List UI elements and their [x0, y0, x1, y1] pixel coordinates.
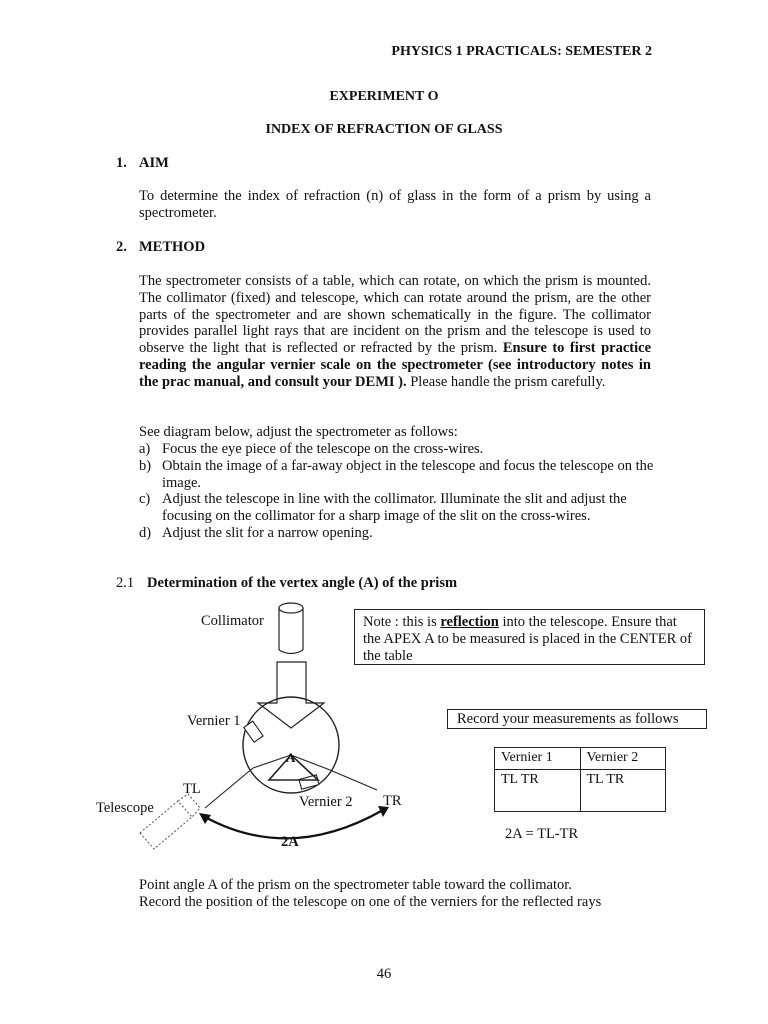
table-header-cell: Vernier 2	[580, 748, 666, 770]
collimator-label: Collimator	[201, 613, 264, 629]
experiment-title: INDEX OF REFRACTION OF GLASS	[265, 122, 503, 137]
method-intro: See diagram below, adjust the spectrometer as follows:	[139, 424, 458, 440]
list-item	[139, 441, 659, 458]
collimator-shape	[279, 603, 303, 654]
method-paragraph-bold: Ensure to first practice reading the angular vernier scale on the spectrometer (see introductory notes in the prac manual, and consult your DEMI ).	[139, 340, 651, 390]
closing-line: Record the position of the telescope on one of the verniers for the reflected rays	[139, 894, 602, 910]
table-cell: TL TR	[495, 770, 581, 812]
aim-number: 1.	[116, 155, 127, 171]
note-bold: reflection	[440, 614, 499, 630]
method-paragraph	[139, 273, 651, 391]
method-number: 2.	[116, 239, 127, 255]
method-paragraph-tail: Please handle the prism carefully.	[410, 373, 606, 390]
page-number: 46	[376, 966, 392, 982]
experiment-label: EXPERIMENT O	[329, 89, 439, 104]
apex-label: A	[286, 750, 296, 765]
method-paragraph-text: The spectrometer consists of a table, which can rotate, on which the prism is mounted. The collimator (fixed) and telescope, which can rotate around the prism, are the other parts of the spectrometer and are shown schematically in the figure. The collimator provides parallel light rays that are incident on the prism and the telescope is used to observe the light that is reflected or refracted by the prism.	[139, 273, 651, 357]
list-item	[139, 525, 659, 542]
section-heading: Determination of the vertex angle (A) of the prism	[147, 575, 458, 591]
list-item-label: b)	[139, 458, 152, 474]
section-number: 2.1	[116, 575, 135, 591]
vernier1-label: Vernier 1	[187, 713, 241, 729]
record-label: Record your measurements as follows	[447, 709, 707, 729]
list-item-text: Obtain the image of a far-away object in the telescope and focus the telescope on the image.	[162, 458, 654, 491]
table-cell: TL TR	[580, 770, 666, 812]
method-heading: METHOD	[139, 239, 206, 255]
list-item-text: Adjust the telescope in line with the collimator. Illuminate the slit and adjust the focusing on the collimator for a sharp image of the slit on the cross-wires.	[162, 491, 627, 524]
note-box	[354, 609, 705, 665]
vernier2-label: Vernier 2	[299, 794, 353, 810]
tr-label: TR	[383, 793, 402, 809]
note-prefix: Note : this is	[363, 614, 441, 630]
list-item	[139, 458, 659, 492]
list-item-text: Adjust the slit for a narrow opening.	[162, 525, 373, 541]
list-item-label: d)	[139, 525, 152, 541]
course-header: PHYSICS 1 PRACTICALS: SEMESTER 2	[391, 44, 652, 59]
telescope-label: Telescope	[96, 800, 154, 816]
vernier1-marker	[244, 721, 263, 742]
table-header-cell: Vernier 1	[495, 748, 581, 770]
light-arrow	[258, 662, 324, 728]
list-item-label: c)	[139, 491, 151, 507]
vernier2-marker	[299, 775, 319, 789]
formula: 2A = TL-TR	[505, 826, 579, 842]
list-item-text: Focus the eye piece of the telescope on the cross-wires.	[162, 441, 484, 457]
angle-label: 2A	[281, 834, 299, 850]
closing-line: Point angle A of the prism on the spectrometer table toward the collimator.	[139, 877, 572, 893]
measurement-table	[494, 747, 666, 812]
aim-text: To determine the index of refraction (n) of glass in the form of a prism by using a spectrometer.	[139, 188, 651, 221]
aim-heading: AIM	[139, 155, 169, 171]
list-item	[139, 491, 659, 525]
note-rest: into the telescope. Ensure that the APEX A to be measured is placed in the CENTER of the table	[363, 614, 693, 664]
list-item-label: a)	[139, 441, 151, 457]
tl-label: TL	[183, 781, 201, 797]
